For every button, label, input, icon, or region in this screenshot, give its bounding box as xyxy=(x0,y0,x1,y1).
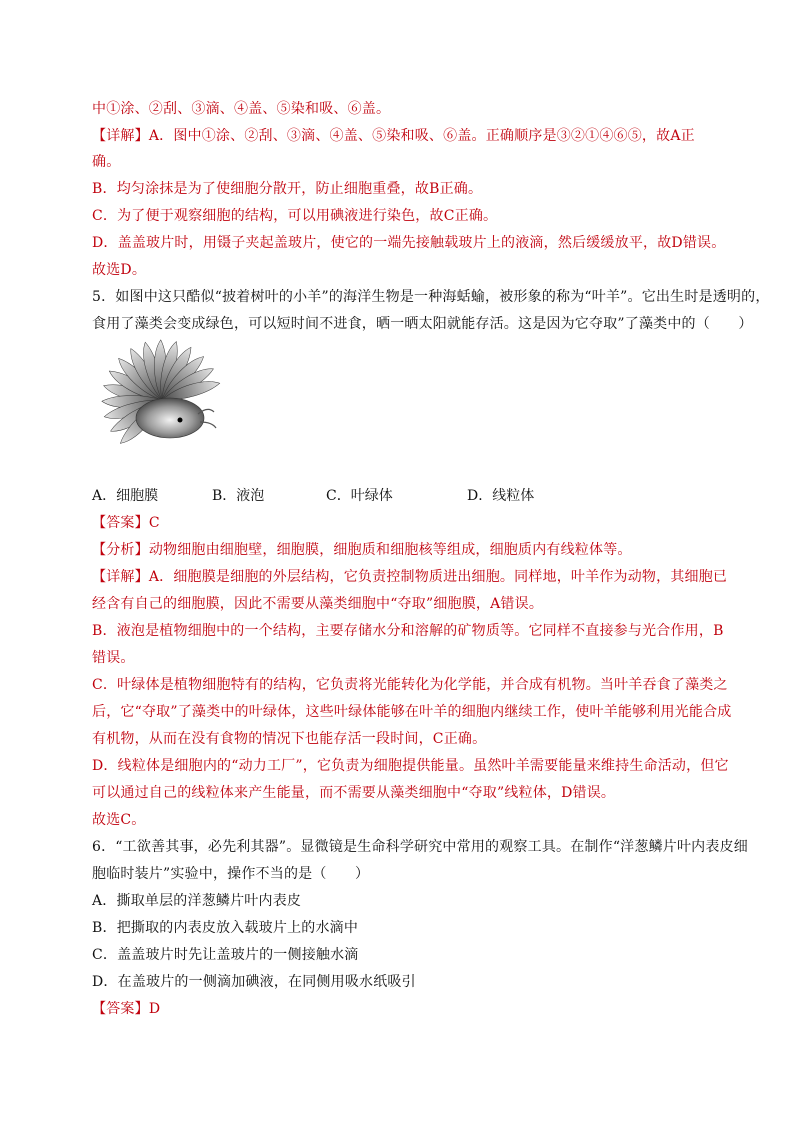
sea-slug-illustration xyxy=(92,322,232,472)
q5-stem-line-1: 5．如图中这只酷似“披着树叶的小羊”的海洋生物是一种海蛞蝓，被形象的称为“叶羊”。它出生时是透明的， xyxy=(92,289,770,305)
q5-detail-c-3: 有机物，从而在没有食物的情况下也能存活一段时间，C正确。 xyxy=(92,731,487,747)
q4-detail-line-1 xyxy=(92,127,695,145)
q4-option-d-explanation: D．盖盖玻片时，用镊子夹起盖玻片，使它的一端先接触载玻片上的液滴，然后缓缓放平，故D错误。 xyxy=(92,235,726,251)
q6-answer-value: D xyxy=(148,1001,161,1017)
q5-analysis xyxy=(92,541,632,559)
q4-detail-text-1: A．图中①涂、②刮、③滴、④盖、⑤染和吸、⑥盖。正确顺序是③②①④⑥⑤，故A正 xyxy=(148,128,695,144)
detail-tag: 【详解】 xyxy=(92,569,149,585)
q5-conclusion: 故选C。 xyxy=(92,812,146,828)
detail-tag: 【详解】 xyxy=(92,128,149,144)
q5-analysis-text: 动物细胞由细胞壁，细胞膜，细胞质和细胞核等组成，细胞质内有线粒体等。 xyxy=(148,542,632,558)
q5-detail-c-1: C．叶绿体是植物细胞特有的结构，它负责将光能转化为化学能，并合成有机物。当叶羊吞食了藻类之 xyxy=(92,677,728,693)
q4-steps-line: 中①涂、②刮、③滴、④盖、⑤染和吸、⑥盖。 xyxy=(92,101,391,117)
q5-stem-line-2: 食用了藻类会变成绿色，可以短时间不进食，晒一晒太阳就能存活。这是因为它夺取”了藻类中的（ ） xyxy=(92,316,753,332)
q6-stem-line-2: 胞临时装片”实验中，操作不当的是（ ） xyxy=(92,866,370,882)
q6-option-d: D．在盖玻片的一侧滴加碘液，在同侧用吸水纸吸引 xyxy=(92,974,416,990)
q4-detail-line-2: 确。 xyxy=(92,154,121,170)
q6-option-c: C．盖盖玻片时先让盖玻片的一侧接触水滴 xyxy=(92,947,359,963)
q6-answer xyxy=(92,1000,160,1018)
q5-detail-c-2: 后，它“夺取”了藻类中的叶绿体，这些叶绿体能够在叶羊的细胞内继续工作，使叶羊能够利用光能合成 xyxy=(92,704,732,720)
q4-conclusion: 故选D。 xyxy=(92,262,147,278)
q5-detail-a-2: 经含有自己的细胞膜，因此不需要从藻类细胞中“夺取”细胞膜，A错误。 xyxy=(92,596,544,612)
q5-detail-d-1: D．线粒体是细胞内的“动力工厂”，它负责为细胞提供能量。虽然叶羊需要能量来维持生命活动，但它 xyxy=(92,758,729,774)
q6-option-b: B．把撕取的内表皮放入载玻片上的水滴中 xyxy=(92,920,359,936)
q5-detail-a-1 xyxy=(92,568,727,586)
q5-option-c: C．叶绿体 xyxy=(326,488,393,504)
answer-tag: 【答案】 xyxy=(92,1001,149,1017)
q4-option-b-explanation: B．均匀涂抹是为了使细胞分散开，防止细胞重叠，故B正确。 xyxy=(92,181,483,197)
q5-answer xyxy=(92,514,160,532)
q5-detail-b-2: 错误。 xyxy=(92,650,135,666)
q5-answer-value: C xyxy=(148,515,160,531)
analysis-tag: 【分析】 xyxy=(92,542,149,558)
q5-detail-a-text: A．细胞膜是细胞的外层结构，它负责控制物质进出细胞。同样地，叶羊作为动物，其细胞已 xyxy=(148,569,728,585)
sea-slug-figure xyxy=(92,322,232,472)
answer-tag: 【答案】 xyxy=(92,515,149,531)
q5-detail-d-2: 可以通过自己的线粒体来产生能量，而不需要从藻类细胞中“夺取”线粒体，D错误。 xyxy=(92,785,616,801)
q5-option-b: B．液泡 xyxy=(212,488,265,504)
q5-option-a: A．细胞膜 xyxy=(92,488,159,504)
q6-stem-line-1: 6．“工欲善其事，必先利其器”。显微镜是生命科学研究中常用的观察工具。在制作“洋葱鳞片叶内表皮细 xyxy=(92,839,748,855)
q5-detail-b-1: B．液泡是植物细胞中的一个结构，主要存储水分和溶解的矿物质等。它同样不直接参与光合作用，B xyxy=(92,623,724,639)
q4-option-c-explanation: C．为了便于观察细胞的结构，可以用碘液进行染色，故C正确。 xyxy=(92,208,498,224)
q5-option-d: D．线粒体 xyxy=(467,488,535,504)
q6-option-a: A．撕取单层的洋葱鳞片叶内表皮 xyxy=(92,893,302,909)
